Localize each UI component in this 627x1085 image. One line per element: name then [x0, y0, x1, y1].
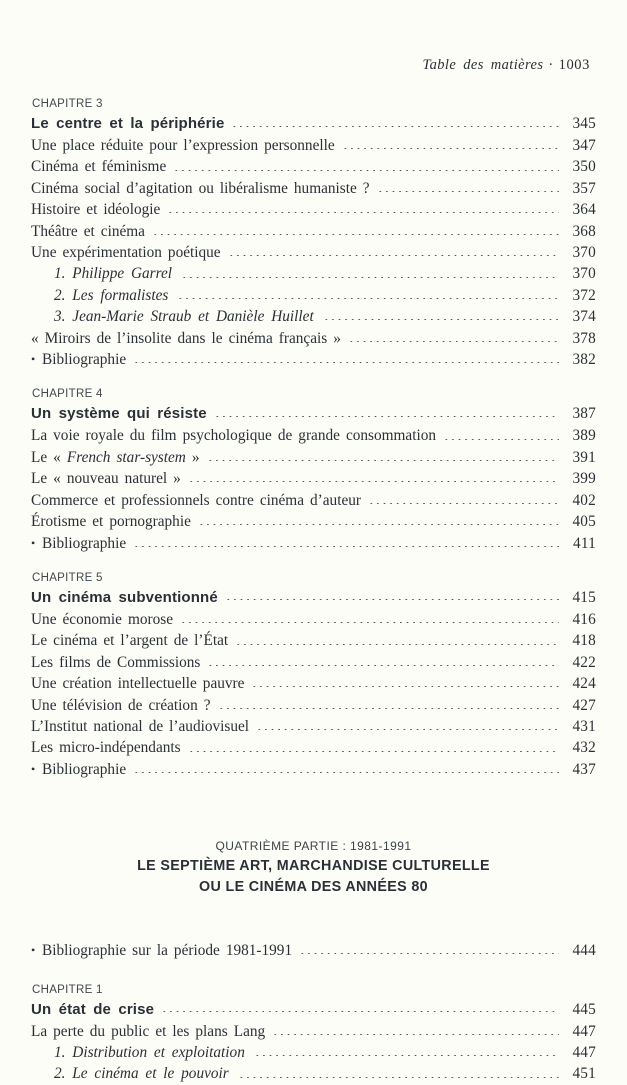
- part-heading-kicker: QUATRIÈME PARTIE : 1981-1991: [215, 839, 412, 854]
- toc-chapter-block: [31, 570, 596, 780]
- toc-entry-label: 1. Philippe Garrel: [54, 265, 173, 283]
- dot-leader: [231, 126, 559, 127]
- part-heading-line: OU LE CINÉMA DES ANNÉES 80: [199, 879, 428, 896]
- toc-chapter-title-row[interactable]: [31, 403, 596, 425]
- toc-page-number: 405: [572, 513, 596, 531]
- toc-entry-label: 1. Distribution et exploitation: [54, 1043, 245, 1061]
- toc-page-number: 418: [572, 632, 596, 650]
- toc-page-number: 431: [572, 717, 596, 735]
- dot-leader: [173, 170, 559, 171]
- toc-entry-row[interactable]: [31, 609, 596, 630]
- toc-page-number: 350: [572, 158, 596, 176]
- dot-leader: [152, 234, 559, 235]
- toc-entry-row[interactable]: [31, 156, 596, 177]
- chapter-label: CHAPITRE 4: [32, 388, 103, 401]
- dot-leader: [323, 319, 559, 320]
- toc-page-number: 364: [572, 201, 596, 219]
- toc-entry-label: 2. Les formalistes: [54, 286, 169, 304]
- toc-entry-label: « Miroirs de l’insolite dans le cinéma français »: [31, 329, 341, 347]
- dot-leader: [342, 148, 559, 149]
- toc-entry-row[interactable]: [31, 1042, 596, 1063]
- toc-page-number: 368: [572, 222, 596, 240]
- toc-page-number: 382: [572, 351, 596, 369]
- toc-entry-row[interactable]: [31, 221, 596, 242]
- toc-entry-row[interactable]: [31, 425, 596, 446]
- toc-entry-row[interactable]: [31, 1063, 596, 1084]
- toc-entry-label: Commerce et professionnels contre cinéma d’auteur: [31, 491, 361, 509]
- dot-leader: [133, 362, 559, 363]
- toc-chapter-block: [31, 386, 596, 553]
- dot-leader: [207, 460, 559, 461]
- toc-entry-row[interactable]: [31, 490, 596, 511]
- toc-entry-row[interactable]: [31, 1021, 596, 1042]
- toc-entry-row[interactable]: [31, 242, 596, 263]
- toc-entry-row[interactable]: [31, 716, 596, 737]
- toc-entry-row[interactable]: [31, 737, 596, 758]
- dot-leader: [133, 546, 559, 547]
- toc-page-number: 370: [572, 265, 596, 283]
- toc-page-number: 445: [572, 1000, 596, 1018]
- toc-entry-label: Les films de Commissions: [31, 653, 201, 671]
- table-of-contents: [31, 96, 596, 1085]
- toc-entry-label: Cinéma social d’agitation ou libéralisme humaniste ?: [31, 179, 370, 197]
- dot-leader: [299, 953, 559, 954]
- toc-chapter-block: [31, 982, 596, 1085]
- dot-leader: [228, 255, 559, 256]
- toc-page-number: 347: [572, 137, 596, 154]
- toc-entry-label: • Bibliographie: [31, 759, 126, 780]
- dot-leader: [235, 644, 559, 645]
- toc-entry-label: Une télévision de création ?: [31, 696, 211, 714]
- dot-leader: [218, 708, 559, 709]
- toc-entry-label: Cinéma et féminisme: [31, 158, 167, 176]
- toc-entry-row[interactable]: [31, 328, 596, 349]
- toc-entry-label: 3. Jean-Marie Straub et Danièle Huillet: [54, 308, 314, 326]
- toc-entry-label: • Bibliographie: [31, 349, 126, 370]
- toc-entry-label: Le « nouveau naturel »: [31, 470, 181, 488]
- toc-entry-row[interactable]: [31, 178, 596, 199]
- dot-leader: [167, 212, 559, 213]
- toc-entry-label: Un état de crise: [31, 1000, 155, 1018]
- toc-page-number: 422: [572, 653, 596, 671]
- toc-entry-row[interactable]: [31, 135, 596, 156]
- toc-entry-row[interactable]: [31, 285, 596, 306]
- toc-entry-row[interactable]: [31, 759, 596, 780]
- toc-entry-row[interactable]: [31, 652, 596, 673]
- toc-entry-row[interactable]: [31, 306, 596, 327]
- toc-entry-label: Une économie morose: [31, 610, 174, 628]
- running-head-folio: 1003: [558, 57, 590, 73]
- toc-entry-row[interactable]: [31, 673, 596, 694]
- chapter-label: CHAPITRE 1: [32, 983, 103, 996]
- toc-entry-label: Le centre et la périphérie: [31, 115, 225, 132]
- toc-entry-label: Les micro-indépendants: [31, 739, 181, 757]
- dot-leader: [161, 1011, 559, 1012]
- dot-leader: [225, 599, 559, 600]
- toc-entry-row[interactable]: [31, 199, 596, 220]
- toc-entry-label: Théâtre et cinéma: [31, 222, 145, 240]
- toc-entry-label: Une place réduite pour l’expression personnelle: [31, 137, 335, 154]
- toc-entry-row[interactable]: [31, 447, 596, 468]
- toc-page-number: 447: [572, 1043, 596, 1061]
- toc-entry-label: L’Institut national de l’audiovisuel: [31, 717, 250, 735]
- dot-leader: [443, 439, 559, 440]
- toc-page-number: 402: [572, 491, 596, 509]
- toc-entry-row[interactable]: [31, 533, 596, 554]
- toc-page-number: 437: [572, 760, 596, 778]
- chapter-label: CHAPITRE 5: [32, 571, 103, 584]
- dot-leader: [272, 1034, 559, 1035]
- toc-entry-label: Histoire et idéologie: [31, 201, 161, 219]
- toc-page-number: 415: [572, 588, 596, 606]
- dot-leader: [133, 772, 559, 773]
- toc-page-number: 411: [573, 534, 596, 552]
- dot-leader: [181, 277, 559, 278]
- dot-leader: [348, 341, 559, 342]
- part-heading-line: LE SEPTIÈME ART, MARCHANDISE CULTURELLE: [137, 858, 490, 875]
- toc-page-number: 357: [572, 179, 596, 197]
- dot-leader: [198, 524, 559, 525]
- toc-entry-label: La voie royale du film psychologique de grande consommation: [31, 427, 437, 445]
- toc-entry-label: Un cinéma subventionné: [31, 588, 218, 606]
- toc-entry-label: Une création intellectuelle pauvre: [31, 675, 245, 693]
- toc-entry-label: Un système qui résiste: [31, 405, 207, 423]
- running-head-title: Table des matières: [422, 57, 544, 73]
- dot-leader: [180, 622, 559, 623]
- toc-entry-row[interactable]: [31, 630, 596, 651]
- toc-chapter-title-row[interactable]: [31, 113, 596, 135]
- toc-entry-row[interactable]: [31, 349, 596, 370]
- toc-entry-row[interactable]: [31, 695, 596, 716]
- toc-chapter-block: [31, 96, 596, 370]
- toc-entry-label: Érotisme et pornographie: [31, 513, 191, 531]
- toc-page-number: 345: [572, 115, 596, 132]
- toc-entry-label: Le « French star-system »: [31, 448, 200, 466]
- part-heading: [31, 837, 596, 898]
- dot-leader: [188, 481, 559, 482]
- toc-entry-label: • Bibliographie: [31, 533, 126, 554]
- toc-entry-label: • Bibliographie sur la période 1981-1991: [31, 940, 292, 961]
- toc-page-number: 389: [572, 427, 596, 445]
- toc-entry-row[interactable]: [31, 940, 596, 961]
- toc-page-number: 427: [572, 696, 596, 714]
- dot-leader: [254, 1055, 559, 1056]
- toc-page-number: 387: [572, 405, 596, 423]
- toc-page-number: 447: [572, 1022, 596, 1040]
- toc-page-number: 391: [572, 448, 596, 466]
- toc-page-number: 451: [572, 1065, 596, 1083]
- toc-chapter-title-row[interactable]: [31, 587, 596, 609]
- dot-leader: [377, 191, 559, 192]
- toc-page-number: 424: [572, 675, 596, 693]
- toc-entry-row[interactable]: [31, 263, 596, 284]
- toc-entry-label: La perte du public et les plans Lang: [31, 1022, 266, 1040]
- toc-page-number: 444: [572, 942, 596, 960]
- toc-page-number: 378: [572, 329, 596, 347]
- dot-leader: [214, 416, 559, 417]
- toc-page-number: 374: [572, 308, 596, 326]
- toc-entry-label: Le cinéma et l’argent de l’État: [31, 632, 229, 650]
- toc-entry-label: Une expérimentation poétique: [31, 244, 221, 262]
- dot-leader: [256, 729, 559, 730]
- dot-leader: [177, 298, 559, 299]
- dot-leader: [188, 751, 559, 752]
- dot-leader: [251, 686, 559, 687]
- dot-leader: [207, 665, 559, 666]
- toc-chapter-title-row[interactable]: [31, 999, 596, 1021]
- running-head: [31, 0, 596, 74]
- dot-leader: [368, 503, 559, 504]
- toc-entry-row[interactable]: [31, 511, 596, 532]
- toc-page-number: 399: [572, 470, 596, 488]
- toc-entry-label: 2. Le cinéma et le pouvoir: [54, 1065, 229, 1083]
- toc-page-number: 372: [572, 286, 596, 304]
- toc-page-number: 370: [572, 244, 596, 262]
- toc-standalone-block: [31, 940, 596, 961]
- chapter-label: CHAPITRE 3: [32, 98, 103, 110]
- dot-leader: [238, 1077, 559, 1078]
- toc-entry-row[interactable]: [31, 468, 596, 489]
- toc-page-number: 416: [572, 610, 596, 628]
- running-head-separator: ·: [548, 57, 554, 73]
- toc-page-number: 432: [572, 739, 596, 757]
